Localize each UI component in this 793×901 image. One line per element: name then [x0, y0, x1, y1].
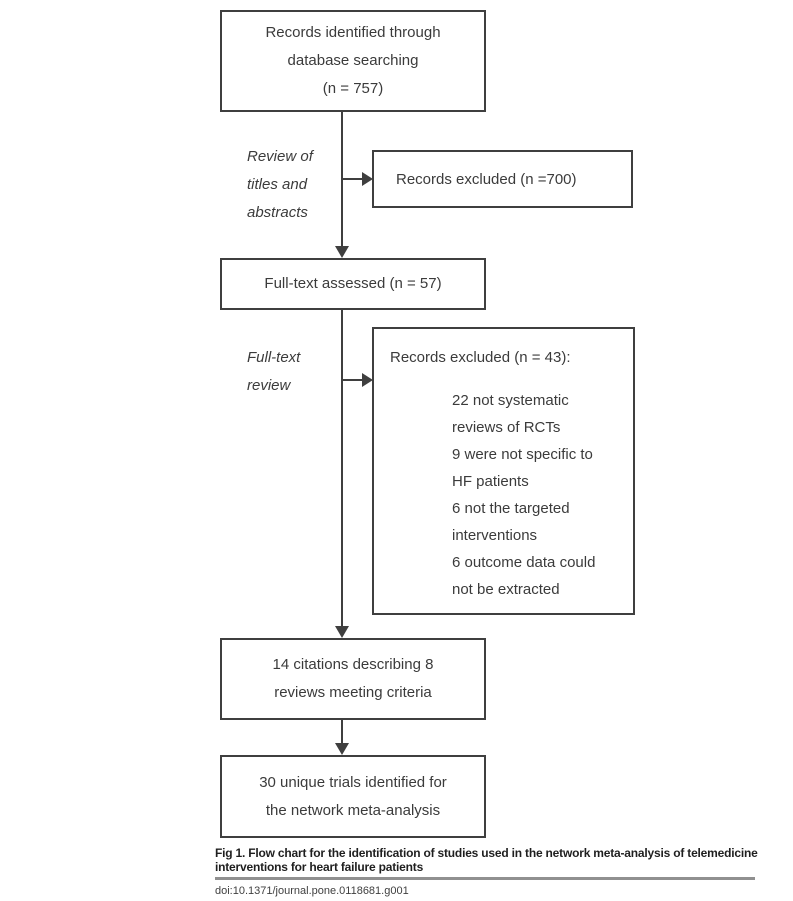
- exclusion-reason-line: 9 were not specific to: [452, 446, 593, 463]
- box-text-line: Records identified through: [265, 24, 441, 41]
- box-text-line: Records excluded (n =700): [396, 170, 577, 188]
- exclusion-reason-line: HF patients: [452, 473, 529, 490]
- box-text-line: the network meta-analysis: [265, 801, 441, 819]
- box-records-excluded-700: [372, 150, 633, 208]
- box-records-identified: [220, 10, 486, 112]
- label-line: abstracts: [247, 204, 308, 221]
- exclusion-reason-line: 6 outcome data could: [452, 554, 596, 571]
- arrow-down-icon: [335, 246, 349, 258]
- label-line: Review of: [247, 148, 313, 165]
- figure-caption: Fig 1. Flow chart for the identification of studies used in the network meta-analysis of telemedicine interventions for heart failure patients: [215, 846, 758, 874]
- label-review-titles-abstracts: [247, 143, 313, 227]
- label-line: review: [247, 377, 291, 394]
- box-unique-trials: [220, 755, 486, 838]
- box-text-line: 14 citations describing 8: [272, 656, 434, 673]
- exclusion-reason-line: not be extracted: [452, 581, 560, 598]
- box-text-line: Records excluded (n = 43):: [390, 349, 571, 366]
- label-line: titles and: [247, 176, 308, 193]
- box-text-line: Full-text assessed (n = 57): [264, 275, 442, 292]
- connector-line: [342, 379, 362, 381]
- exclusion-reason-line: reviews of RCTs: [452, 419, 561, 436]
- doi-text: doi:10.1371/journal.pone.0118681.g001: [215, 885, 409, 897]
- connector-line: [342, 178, 362, 180]
- exclusion-reason-line: 22 not systematic: [452, 392, 569, 409]
- box-text-line: database searching: [287, 52, 419, 69]
- connector-line: [341, 310, 343, 626]
- label-fulltext-review: [247, 344, 300, 400]
- label-line: Full-text: [247, 349, 301, 366]
- box-records-excluded-43: [372, 327, 635, 615]
- arrow-down-icon: [335, 626, 349, 638]
- caption-divider: [215, 877, 755, 880]
- box-text-line: reviews meeting criteria: [274, 684, 432, 701]
- box-fulltext-assessed: [220, 258, 486, 310]
- exclusion-reasons-list: [452, 387, 625, 603]
- exclusion-reason-line: interventions: [452, 527, 538, 544]
- arrow-down-icon: [335, 743, 349, 755]
- box-citations-meeting-criteria: [220, 638, 486, 720]
- box-text-line: 30 unique trials identified for: [259, 773, 447, 791]
- exclusion-reason-line: 6 not the targeted: [452, 500, 570, 517]
- box-text-line: (n = 757): [322, 80, 384, 97]
- connector-line: [341, 720, 343, 743]
